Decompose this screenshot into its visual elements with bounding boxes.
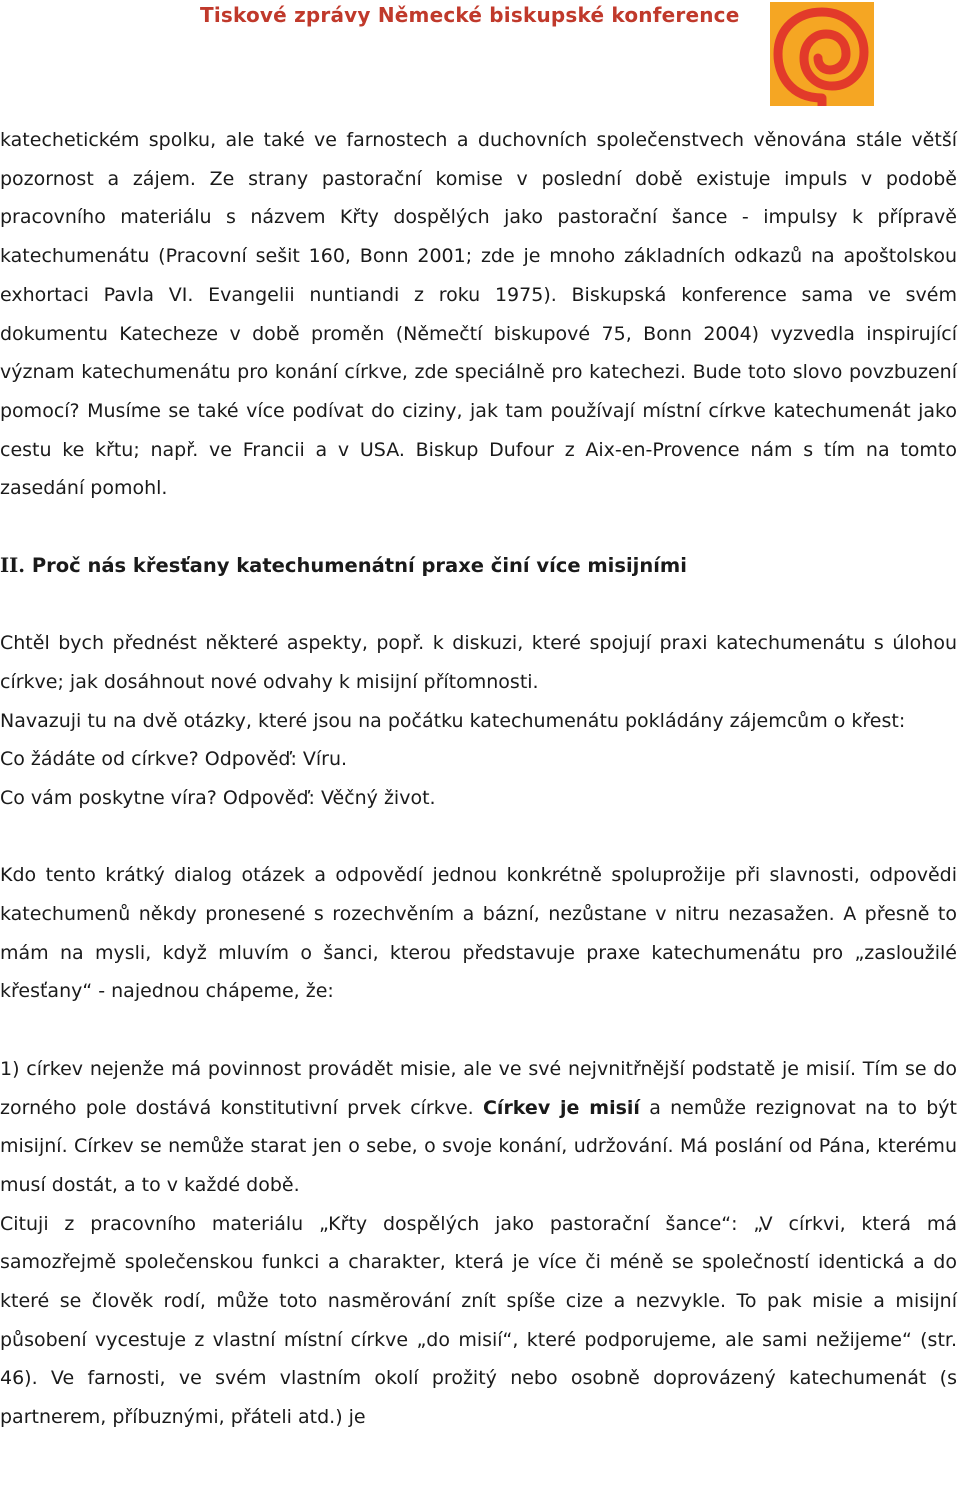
page-header bbox=[0, 0, 960, 110]
paragraph-text: a nemůže rezignovat na to být misijní. Církev se nemůže starat jen o sebe, o svoje konání, udržování. Má poslání od Pána, kterému musí dostát, a to v každé době. bbox=[0, 1096, 958, 1196]
heading-text: Proč nás křesťany katechumenátní praxe činí více misijními bbox=[25, 553, 687, 577]
paragraph: Chtěl bych přednést některé aspekty, popř. k diskuzi, které spojují praxi katechumenátu s úlohou církve; jak dosáhnout nové odvahy k misijní přítomnosti. bbox=[0, 632, 957, 693]
emphasis-text: Církev je misií bbox=[482, 1096, 640, 1119]
paragraph bbox=[0, 1050, 957, 1205]
paragraph: Kdo tento krátký dialog otázek a odpovědí jednou konkrétně spoluprožije při slavnosti, odpovědi katechumenů někdy pronesené s rozechvěním a bázní, nezůstane v nitru nezasažen. A přesně to mám na mysli, když mluvím o šanci, kterou představuje praxe katechumenátu pro „zasloužilé křesťany“ - najednou chápeme, že: bbox=[0, 864, 957, 1003]
paragraph: Cituji z pracovního materiálu „Křty dospělých jako pastorační šance“: „V církvi, která má samozřejmě společenskou funkci a charakter, která je více či méně se společností identická a do které se člověk rodí, může toto nasměrování znít spíše cize a nezvykle. To pak misie a misijní působení vycestuje z vlastní místní církve „do misií“, které podporujeme, ale sami nežijeme“ (str. 46). Ve farnosti, ve svém vlastním okolí prožitý nebo osobně doprovázený katechumenát (s partnerem, příbuznými, přáteli atd.) je bbox=[0, 1212, 957, 1429]
paragraph: katechetickém spolku, ale také ve farnostech a duchovních společenstvech věnována stále větší pozornost a zájem. Ze strany pastorační komise v poslední době existuje impuls v podobě pracovního materiálu s názvem Křty dospělých jako pastorační šance - impulsy k přípravě katechumenátu (Pracovní sešit 160, Bonn 2001; zde je mnoho základních odkazů na apoštolskou exhortaci Pavla VI. Evangelii nuntiandi z roku 1975). Biskupská konference sama ve svém dokumentu Katecheze v době proměn (Němečtí biskupové 75, Bonn 2004) vyzvedla inspirující význam katechumenátu pro konání církve, zde speciálně pro katechezi. Bude toto slovo povzbuzení pomocí? Musíme se také více podívat do ciziny, jak tam používají místní církve katechumenát jako cestu ke křtu; např. ve Francii a v USA. Biskup Dufour z Aix-en-Provence nám s tím na tomto zasedání pomohl. bbox=[0, 129, 957, 500]
question-line: Co žádáte od církve? Odpověď: Víru. bbox=[0, 748, 348, 771]
paragraph-text: 1) církev nejenže má povinnost provádět misie, ale ve své nejvnitřnější podstatě je misií. Tím se do zorného pole dostává konstitutivní prvek církve. bbox=[0, 1057, 957, 1119]
header-title: Tiskové zprávy Německé biskupské konference bbox=[200, 3, 740, 27]
spiral-logo-icon bbox=[770, 2, 874, 106]
section-heading bbox=[0, 547, 957, 586]
question-line: Co vám poskytne víra? Odpověď: Věčný život. bbox=[0, 786, 436, 809]
paragraph: Navazuji tu na dvě otázky, které jsou na počátku katechumenátu pokládány zájemcům o křest: bbox=[0, 709, 906, 732]
document-body bbox=[0, 121, 957, 1437]
heading-numeral: II. bbox=[0, 553, 26, 577]
